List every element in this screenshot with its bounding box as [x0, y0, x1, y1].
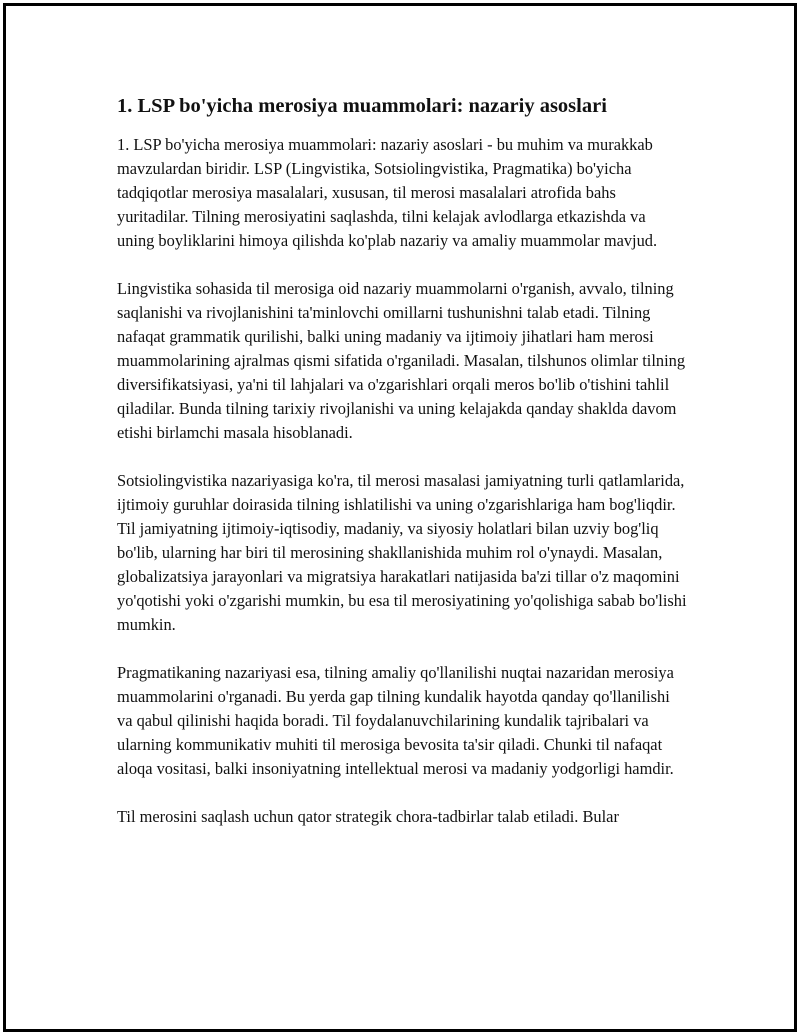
- paragraph-pragmatika: Pragmatikaning nazariyasi esa, tilning amaliy qo'llanilishi nuqtai nazaridan merosiya muammolarini o'rganadi. Bu yerda gap tilning kundalik hayotda qanday qo'llanilishi va qabul qilinishi haqida boradi. Til foydalanuvchilarining kundalik tajribalari va ularning kommunikativ muhiti til merosiga bevosita ta'sir qiladi. Chunki til nafaqat aloqa vositasi, balki insoniyatning intellektual merosi va madaniy yodgorligi hamdir.: [117, 663, 674, 778]
- section-heading: 1. LSP bo'yicha merosiya muammolari: nazariy asoslari: [117, 95, 607, 117]
- document-body: [117, 92, 687, 853]
- paragraph-sotsiolingvistika: Sotsiolingvistika nazariyasiga ko'ra, til merosi masalasi jamiyatning turli qatlamlarida, ijtimoiy guruhlar doirasida tilning ishlatilishi va uning o'zgarishlariga ham bog'liqdir. Til jamiyatning ijtimoiy-iqtisodiy, madaniy, va siyosiy holatlari bilan uzviy bog'liq bo'lib, ularning har biri til merosining shakllanishida muhim rol o'ynaydi. Masalan, globalizatsiya jarayonlari va migratsiya harakatlari natijasida ba'zi tillar o'z maqomini yo'qotishi yoki o'zgarishi mumkin, bu esa til merosiyatining yo'qolishiga sabab bo'lishi mumkin.: [117, 471, 687, 634]
- paragraph-strategiya: Til merosini saqlash uchun qator strategik chora-tadbirlar talab etiladi. Bular: [117, 807, 619, 826]
- paragraph-lingvistika: Lingvistika sohasida til merosiga oid nazariy muammolarni o'rganish, avvalo, tilning saqlanishi va rivojlanishini ta'minlovchi omillarni tushunishni talab etadi. Tilning nafaqat grammatik qurilishi, balki uning madaniy va ijtimoiy jihatlari ham merosi muammolarining ajralmas qismi sifatida o'rganiladi. Masalan, tilshunos olimlar tilning diversifikatsiyasi, ya'ni til lahjalari va o'zgarishlari orqali meros bo'lib o'tishini tahlil qiladilar. Bunda tilning tarixiy rivojlanishi va uning kelajakda qanday shaklda davom etishi birlamchi masala hisoblanadi.: [117, 279, 686, 442]
- paragraph-intro: 1. LSP bo'yicha merosiya muammolari: nazariy asoslari - bu muhim va murakkab mavzulardan biridir. LSP (Lingvistika, Sotsiolingvistika, Pragmatika) bo'yicha tadqiqotlar merosiya masalalari, xususan, til merosi masalalari atrofida bahs yuritadilar. Tilning merosiyatini saqlashda, tilni kelajak avlodlarga etkazishda va uning boyliklarini himoya qilishda ko'plab nazariy va amaliy muammolar mavjud.: [117, 135, 658, 250]
